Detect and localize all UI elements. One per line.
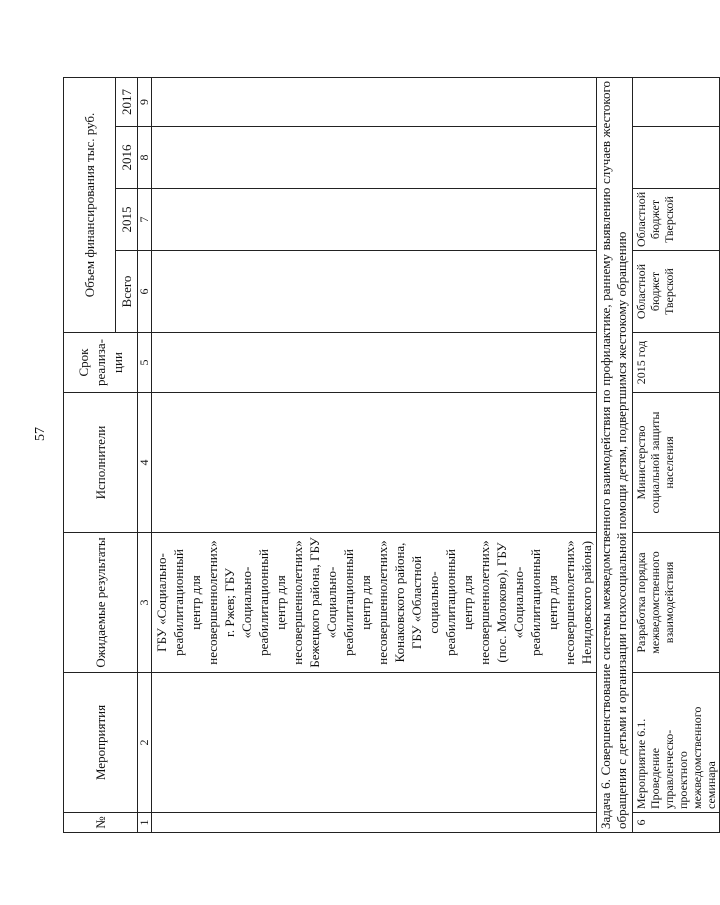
cell-empty: [152, 127, 597, 189]
continuation-row: [152, 77, 597, 832]
expected-result: Разработка порядка межведомственного взаимодействия: [633, 533, 720, 673]
cell-empty: [152, 813, 597, 833]
header-num: №: [64, 813, 138, 833]
column-number: 5: [138, 333, 152, 393]
column-number: 6: [138, 251, 152, 333]
financing-2016: [633, 127, 720, 189]
cell-empty: [152, 673, 597, 813]
row-6: [633, 77, 720, 832]
row-number: 6: [633, 813, 720, 833]
header-2017: 2017: [116, 77, 138, 126]
cell-empty: [152, 393, 597, 533]
column-number: 7: [138, 189, 152, 251]
column-number: 1: [138, 813, 152, 833]
financing-total: Областной бюджет Тверской: [633, 251, 720, 333]
column-number: 4: [138, 393, 152, 533]
header-results: Ожидаемые результаты: [64, 533, 138, 673]
term: 2015 год: [633, 333, 720, 393]
measure-6-1: Мероприятие 6.1. Проведение управленческо-проектного межведомственного семинара: [633, 673, 720, 813]
rotated-table-frame: [63, 78, 718, 833]
task-6-text: Задача 6. Совершенствование системы межведомственного взаимодействия по профилактике, раннему выявлению случаев жестокого обращения с детьми и организации психосоциальной помощи детям, подвергшимся жестокому обращению: [597, 77, 633, 832]
cell-empty: [152, 333, 597, 393]
header-financing: Объем финансирования тыс. руб.: [64, 77, 116, 332]
column-numbers-row: [138, 77, 152, 832]
header-2016: 2016: [116, 127, 138, 189]
cell-empty: [152, 77, 597, 126]
header-row-1: [64, 77, 116, 832]
column-number: 9: [138, 77, 152, 126]
financing-2017: [633, 77, 720, 126]
column-number: 3: [138, 533, 152, 673]
header-executors: Исполнители: [64, 393, 138, 533]
financing-2015: Областной бюджет Тверской: [633, 189, 720, 251]
task-row: [597, 77, 633, 832]
page-number: 57: [33, 427, 48, 441]
column-number: 8: [138, 127, 152, 189]
header-2015: 2015: [116, 189, 138, 251]
cell-empty: [152, 251, 597, 333]
expected-results-cell: ГБУ «Социально-реабилитационный центр для несовершеннолетних» г. Ржев; ГБУ «Социально-реабилитационный центр для несовершеннолетних» Бежецкого района, ГБУ «Социально-реабилитационный центр для несовершеннолетних» Конаковского района, ГБУ «Областной социально-реабилитационный центр для несовершеннолетних» (пос. Молоково), ГБУ «Социально-реабилитационный центр для несовершеннолетних» Нелидовского района): [152, 533, 597, 673]
executor: Министерство социальной защиты населения: [633, 393, 720, 533]
financing-table: [63, 77, 720, 833]
cell-empty: [152, 189, 597, 251]
header-measures: Мероприятия: [64, 673, 138, 813]
header-term: Срок реализа-ции: [64, 333, 138, 393]
header-total: Всего: [116, 251, 138, 333]
column-number: 2: [138, 673, 152, 813]
